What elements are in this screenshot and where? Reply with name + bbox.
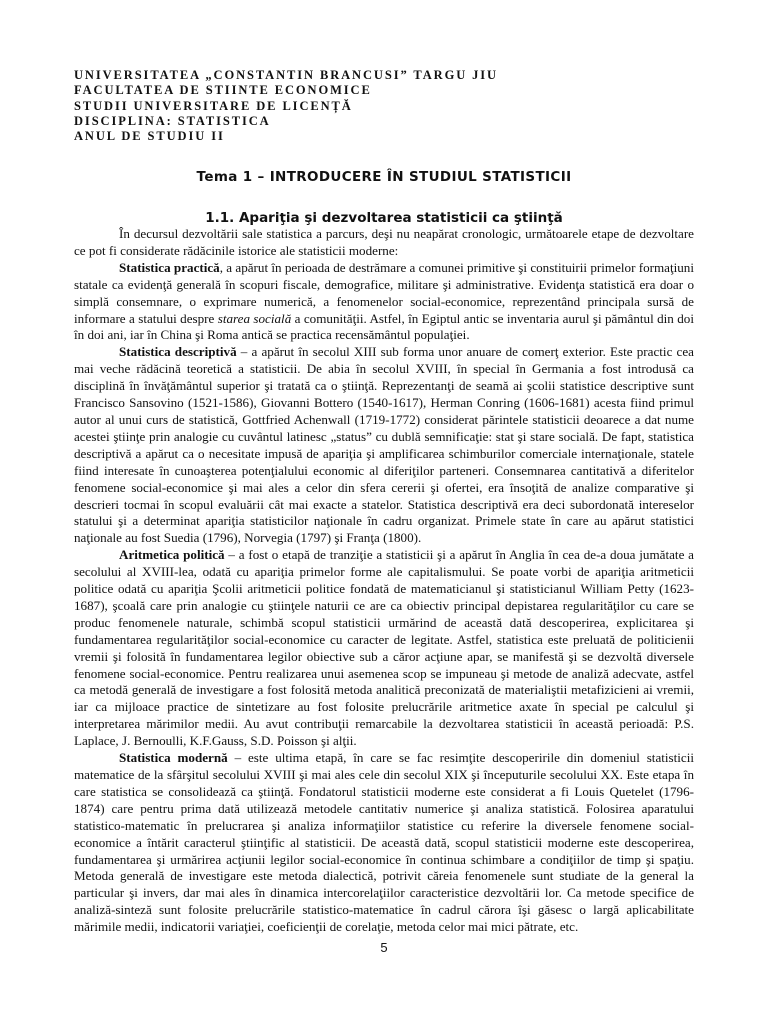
term-aritmetica: Aritmetica politică — [119, 547, 225, 563]
header-university: UNIVERSITATEA „CONSTANTIN BRANCUSI” TARGU JIU — [74, 68, 498, 82]
term-descriptiva: Statistica descriptivă — [119, 344, 237, 360]
term-moderna: Statistica modernă — [119, 750, 228, 766]
paragraph-practica — [74, 260, 694, 345]
page-number: 5 — [380, 940, 388, 955]
paragraph-aritmetica-text: – a fost o etapă de tranziţie a statisticii şi a apărut în Anglia în cea de-a doua jumătate a secolului al XVIII-lea, odată cu apariţia primelor forme ale capitalismului. Se poate vorbi de apariţia aritmeticii politice odată cu apariţia Şcolii aritmeticii politice fondată de matematicianul şi statisticianul William Petty (1623-1687), şcoală care prin analogie cu ştiinţele naturii ce are ca obiectiv principal depistarea regularităţilor cu care se produc fenomenele naturale, schimbă scopul statisticii urmărind de această dată descoperirea, explicitarea şi fundamentarea regularităţilor social-economice cu caracter de legitate. Astfel, statistica este preluată de politicienii vremii şi folosită în fundamentarea legilor obiective sub a căror acţiune apar, se manifestă şi se dezvoltă diversele fenomene social-economice. Pentru realizarea unui asemenea scop se impuneau şi metode de analiză adecvate, astfel ca metodă generală de investigare a fost folosită metoda analitică preconizată de materialiştii metafizicieni ai vremii, iar ca mijloace practice de sintetizare au fost folosite prelucrările aritmetice axate în special pe calculul şi interpretarea mărimilor medii. Au avut contribuţii remarcabile la dezvoltarea statisticii în această perioadă: P.S. Laplace, J. Bernoulli, K.F.Gauss, S.D. Poisson şi alţii. — [74, 547, 694, 749]
paragraph-descriptiva — [74, 344, 694, 547]
document-header — [74, 68, 694, 144]
paragraph-practica-text-b: a comunităţii. Astfel, în Egiptul antic se inventaria aurul şi pământul din doi în doi ani, iar în China şi Roma antică se practica recensământul populaţiei. — [74, 310, 694, 343]
paragraph-aritmetica — [74, 547, 694, 750]
paragraph-descriptiva-text: – a apărut în secolul XIII sub forma unor anuare de comerţ exterior. Este practic cea mai veche rădăcină teoretică a statisticii. De abia în secolul XVIII, în special în Germania a fost introdusă ca disciplină în învăţământul superior şi tratată ca o ştiinţă. Reprezentanţi de seamă ai şcolii statistice descriptive sunt Francisco Sansovino (1521-1586), Giovanni Bottero (1540-1617), Herman Conring (1606-1681) acesta fiind primul autor al unui curs de statistică, Gottfried Achenwall (1719-1772) considerat părintele statisticii deoarece a dat nume acestei ştiinţe prin analogie cu cuvântul latinesc „status” cu dublă semnificaţie: stat şi stare socială. De fapt, statistica descriptivă a apărut ca o necesitate impusă de apariţia şi amplificarea schimburilor comerciale internaţionale, statele fiind interesate în cunoaşterea potenţialului economic al diferiţilor parteneri. Consemnarea cantitativă a diferitelor fenomene social-economice şi mai ales a celor din sfera cererii şi ofertei, era însoţită de analize comparative şi descrieri tocmai în scopul evaluării cât mai exacte a statelor. Statistica descriptivă era deci subordonată intereselor statului şi a determinat apariţia statisticilor naţionale în cadru organizat. Primele state în care au apărut statistici naţionale au fost Suedia (1796), Norvegia (1797) şi Franţa (1800). — [74, 344, 694, 546]
term-practica: Statistica practică — [119, 259, 220, 275]
header-studies: STUDII UNIVERSITARE DE LICENȚĂ — [74, 98, 353, 113]
header-year: ANUL DE STUDIU II — [74, 129, 225, 144]
header-discipline: DISCIPLINA: STATISTICA — [74, 113, 271, 128]
paragraph-practica-text-a: , a apărut în perioada de destrămare a comunei primitive şi constituirii primelor formaţiuni statale ca evidenţă generală în scopuri fiscale, demografice, militare şi administrative. Evidenţa statistică era doar o simplă consemnare, o exprimare numerică, a fenomenelor social-economice, reprezentând principala sursă de informare a statului despre — [74, 259, 694, 326]
header-faculty: FACULTATEA DE STIINTE ECONOMICE — [74, 83, 372, 98]
section-title: 1.1. Apariţia şi dezvoltarea statisticii ca ştiinţă — [205, 210, 563, 226]
emphasis-starea-sociala: starea socială — [217, 310, 292, 326]
paragraph-moderna-text: – este ultima etapă, în care se fac resimţite descoperirile din domeniul statisticii matematice de la sfârşitul secolului XVIII şi mai ales cele din secolul XIX şi începuturile secolului XX. Este etapa în care statistica se consolidează ca ştiinţă. Fondatorul statisticii moderne este considerat a fi Louis Quetelet (1796-1874) care pentru prima dată utilizează metodele cantitativ numerice şi analiza statistică. Folosirea aparatului statistico-matematic în prelucrarea şi analiza informaţiilor statistice cu referire la diversele fenomene social-economice a întărit caracterul ştiinţific al statisticii. De această dată, scopul statisticii moderne este descoperirea, fundamentarea şi urmărirea acţiunii legilor social-economice în continua schimbare a condiţiilor de timp şi spaţiu. Metoda generală de investigare este metoda dialectică, potrivit căreia fenomenele sunt studiate de la general la particular şi invers, dar mai ales în dinamica intercorelaţiilor caracteristice dezvoltării lor. Ca metode specifice de analiză-sinteză sunt folosite prelucrările statistico-matematice în cadrul cărora îşi găsesc o largă aplicabilitate mărimile medii, indicatorii variaţiei, coeficienţii de corelaţie, metoda celor mai mici pătrate, etc. — [74, 750, 694, 935]
paragraph-moderna — [74, 750, 694, 936]
tema-title: Tema 1 – INTRODUCERE ÎN STUDIUL STATISTICII — [196, 169, 572, 185]
body-text — [74, 226, 694, 936]
paragraph-intro: În decursul dezvoltării sale statistica a parcurs, deşi nu neapărat cronologic, următoarele etape de dezvoltare ce pot fi considerate rădăcinile istorice ale statisticii moderne: — [74, 226, 694, 258]
